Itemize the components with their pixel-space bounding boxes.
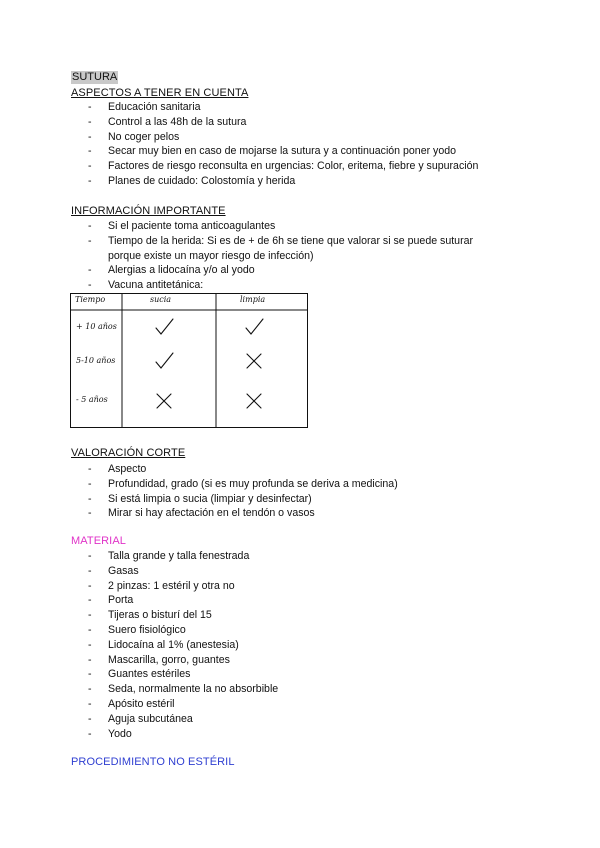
vaccine-table	[70, 293, 308, 428]
list-item: - Profundidad, grado (si es muy profunda se deriva a medicina)	[88, 477, 398, 492]
check-mark-sucia	[156, 319, 173, 334]
aspectos-list	[88, 100, 478, 189]
list-item: - Guantes estériles	[88, 667, 278, 682]
section-heading-valoracion: VALORACIÓN CORTE	[71, 447, 186, 459]
cross-mark-limpia	[247, 354, 261, 368]
table-header-sucia: sucia	[150, 295, 172, 304]
table-header-tiempo: Tiempo	[75, 295, 106, 304]
list-item: - Lidocaína al 1% (anestesia)	[88, 638, 278, 653]
list-item: - Control a las 48h de la sutura	[88, 115, 478, 130]
table-row-label: - 5 años	[76, 395, 108, 404]
table-row-label: 5-10 años	[76, 356, 116, 365]
list-item: - Educación sanitaria	[88, 100, 478, 115]
cross-mark-sucia	[157, 394, 171, 408]
list-item: - Talla grande y talla fenestrada	[88, 549, 278, 564]
valoracion-list	[88, 462, 398, 521]
list-item: - Si el paciente toma anticoagulantes	[88, 219, 473, 234]
page-title: SUTURA	[72, 71, 118, 83]
list-item: - Aspecto	[88, 462, 398, 477]
section-heading-aspectos: ASPECTOS A TENER EN CUENTA	[71, 87, 249, 99]
list-item: - Yodo	[88, 727, 278, 742]
list-item: - Mascarilla, gorro, guantes	[88, 653, 278, 668]
informacion-list	[88, 219, 473, 293]
list-item: - Tiempo de la herida: Si es de + de 6h se tiene que valorar si se puede suturar porque existe un mayor riesgo de infección)	[88, 234, 473, 264]
section-heading-procedimiento: PROCEDIMIENTO NO ESTÉRIL	[71, 756, 235, 768]
list-item: - Factores de riesgo reconsulta en urgencias: Color, eritema, fiebre y supuración	[88, 159, 478, 174]
check-mark-sucia	[156, 353, 173, 368]
list-item: - Suero fisiológico	[88, 623, 278, 638]
list-item: - Alergias a lidocaína y/o al yodo	[88, 263, 473, 278]
list-item: - Secar muy bien en caso de mojarse la sutura y a continuación poner yodo	[88, 144, 478, 159]
table-header-limpia: limpia	[240, 295, 266, 304]
list-item: - Mirar si hay afectación en el tendón o vasos	[88, 506, 398, 521]
list-item: - 2 pinzas: 1 estéril y otra no	[88, 579, 278, 594]
section-heading-material: MATERIAL	[71, 535, 126, 547]
table-row-label: + 10 años	[76, 322, 117, 331]
list-item: - No coger pelos	[88, 130, 478, 145]
list-item: - Tijeras o bisturí del 15	[88, 608, 278, 623]
list-item: - Aguja subcutánea	[88, 712, 278, 727]
list-item: - Vacuna antitetánica:	[88, 278, 473, 293]
list-item-continuation: porque existe un mayor riesgo de infección)	[108, 249, 314, 262]
list-item: - Seda, normalmente la no absorbible	[88, 682, 278, 697]
list-item: - Si está limpia o sucia (limpiar y desinfectar)	[88, 492, 398, 507]
list-item: - Planes de cuidado: Colostomía y herida	[88, 174, 478, 189]
list-item: - Porta	[88, 593, 278, 608]
list-item: - Apósito estéril	[88, 697, 278, 712]
list-item: - Gasas	[88, 564, 278, 579]
cross-mark-limpia	[247, 394, 261, 408]
check-mark-limpia	[246, 319, 263, 334]
material-list	[88, 549, 278, 741]
section-heading-informacion: INFORMACIÓN IMPORTANTE	[71, 205, 226, 217]
